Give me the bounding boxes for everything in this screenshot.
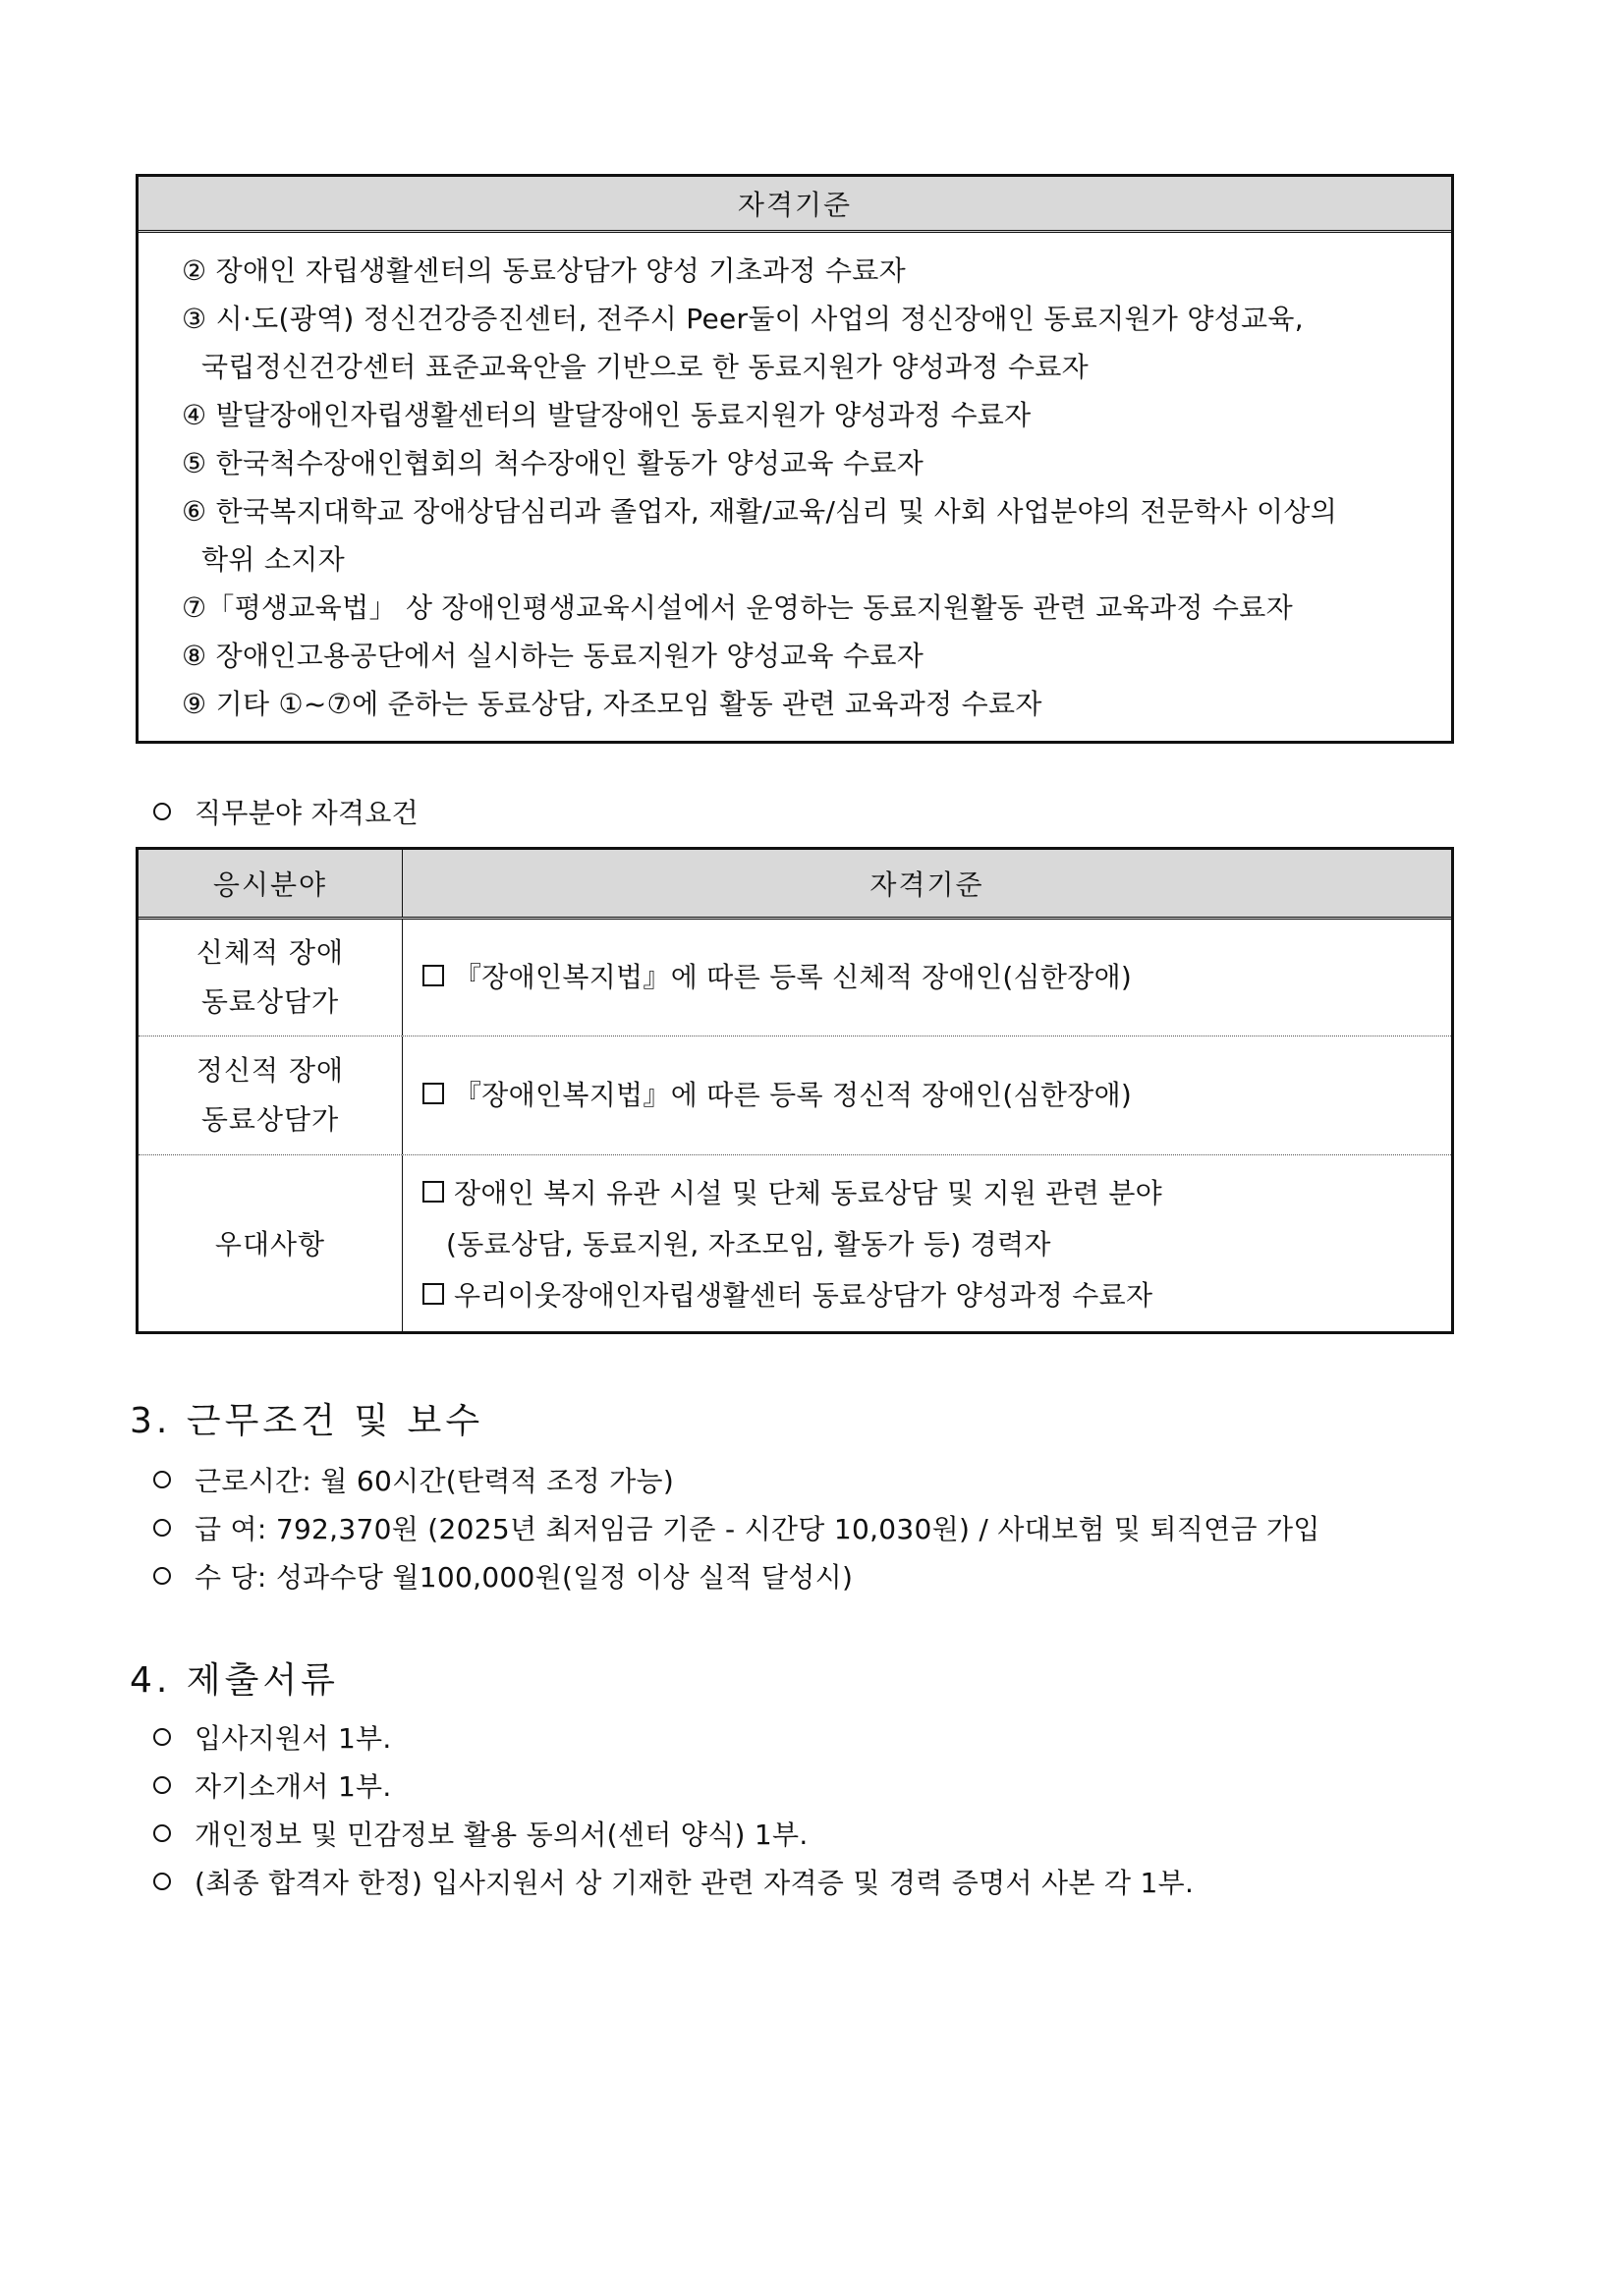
table-row bbox=[139, 920, 1451, 1036]
checkbox-icon bbox=[422, 965, 444, 986]
label-text: 직무분야 자격요건 bbox=[195, 797, 419, 829]
col-header-criteria: 자격기준 bbox=[869, 868, 984, 901]
item-text: 급 여: 792,370원 (2025년 최저임금 기준 - 시간당 10,030원) / 사대보험 및 퇴직연금 가입 bbox=[195, 1513, 1320, 1545]
criteria-line: ⑧ 장애인고용공단에서 실시하는 동료지원가 양성교육 수료자 bbox=[182, 640, 924, 672]
criteria-line: ③ 시·도(광역) 정신건강증진센터, 전주시 Peer둘이 사업의 정신장애인 동료지원가 양성교육, bbox=[182, 303, 1304, 335]
criteria-line: 학위 소지자 bbox=[201, 543, 345, 576]
criteria-text: 장애인 복지 유관 시설 및 단체 동료상담 및 지원 관련 분야 bbox=[454, 1176, 1163, 1209]
item-text: 수 당: 성과수당 월100,000원(일정 이상 실적 달성시) bbox=[195, 1561, 854, 1594]
item-text: 입사지원서 1부. bbox=[195, 1722, 392, 1755]
circle-bullet-icon bbox=[153, 1873, 171, 1890]
criteria-line: ⑥ 한국복지대학교 장애상담심리과 졸업자, 재활/교육/심리 및 사회 사업분야의 전문학사 이상의 bbox=[182, 495, 1338, 528]
list-item bbox=[153, 1508, 1320, 1547]
circle-bullet-icon bbox=[153, 1519, 171, 1537]
circle-bullet-icon bbox=[153, 1824, 171, 1842]
criteria-line: 국립정신건강센터 표준교육안을 기반으로 한 동료지원가 양성과정 수료자 bbox=[201, 351, 1089, 383]
criteria-cell bbox=[403, 1036, 1451, 1154]
table-header-row bbox=[139, 850, 1451, 920]
table-row bbox=[139, 1155, 1451, 1333]
checkbox-icon bbox=[422, 1181, 444, 1203]
list-item bbox=[153, 1765, 392, 1805]
item-text: 개인정보 및 민감정보 활용 동의서(센터 양식) 1부. bbox=[195, 1819, 809, 1851]
criteria-text: 우리이웃장애인자립생활센터 동료상담가 양성과정 수료자 bbox=[454, 1278, 1153, 1312]
circle-bullet-icon bbox=[153, 1728, 171, 1746]
criteria-line: ② 장애인 자립생활센터의 동료상담가 양성 기초과정 수료자 bbox=[182, 254, 906, 287]
criteria-line: ⑨ 기타 ①~⑦에 준하는 동료상담, 자조모임 활동 관련 교육과정 수료자 bbox=[182, 688, 1042, 720]
qualification-table bbox=[136, 174, 1454, 744]
criteria-text: (동료상담, 동료지원, 자조모임, 활동가 등) 경력자 bbox=[446, 1227, 1051, 1260]
field-cell bbox=[139, 1155, 403, 1333]
col-header-field: 응시분야 bbox=[139, 850, 403, 917]
field-text: 정신적 장애 bbox=[196, 1054, 345, 1087]
table-body bbox=[139, 233, 1451, 728]
list-item bbox=[153, 1814, 809, 1853]
circle-bullet-icon bbox=[153, 1567, 171, 1585]
section-title: 3. 근무조건 및 보수 bbox=[130, 1401, 484, 1441]
field-text: 우대사항 bbox=[214, 1227, 326, 1260]
list-item bbox=[153, 1556, 853, 1596]
section-title: 4. 제출서류 bbox=[130, 1660, 339, 1701]
criteria-text: 『장애인복지법』에 따른 등록 정신적 장애인(심한장애) bbox=[454, 1079, 1133, 1111]
criteria-line: ⑦「평생교육법」 상 장애인평생교육시설에서 운영하는 동료지원활동 관련 교육과정 수료자 bbox=[182, 591, 1293, 624]
table-row bbox=[139, 1036, 1451, 1155]
circle-bullet-icon bbox=[153, 803, 171, 820]
field-text: 신체적 장애 bbox=[196, 936, 345, 969]
list-item bbox=[153, 1460, 674, 1499]
table-header: 자격기준 bbox=[139, 177, 1451, 233]
field-text: 동료상담가 bbox=[200, 985, 340, 1018]
criteria-cell bbox=[403, 1155, 1451, 1333]
job-requirements-table bbox=[136, 847, 1454, 1334]
field-cell bbox=[139, 920, 403, 1036]
circle-bullet-icon bbox=[153, 1471, 171, 1488]
criteria-line: ④ 발달장애인자립생활센터의 발달장애인 동료지원가 양성과정 수료자 bbox=[182, 399, 1032, 431]
field-cell bbox=[139, 1036, 403, 1154]
list-item bbox=[153, 1717, 392, 1757]
criteria-cell bbox=[403, 920, 1451, 1036]
circle-bullet-icon bbox=[153, 1776, 171, 1794]
criteria-text: 『장애인복지법』에 따른 등록 신체적 장애인(심한장애) bbox=[454, 961, 1133, 993]
field-text: 동료상담가 bbox=[200, 1103, 340, 1136]
item-text: 근로시간: 월 60시간(탄력적 조정 가능) bbox=[195, 1465, 675, 1497]
checkbox-icon bbox=[422, 1283, 444, 1305]
item-text: 자기소개서 1부. bbox=[195, 1770, 392, 1803]
job-requirements-label bbox=[153, 792, 419, 831]
checkbox-icon bbox=[422, 1083, 444, 1104]
criteria-line: ⑤ 한국척수장애인협회의 척수장애인 활동가 양성교육 수료자 bbox=[182, 447, 924, 479]
item-text: (최종 합격자 한정) 입사지원서 상 기재한 관련 자격증 및 경력 증명서 사본 각 1부. bbox=[195, 1867, 1195, 1899]
list-item bbox=[153, 1862, 1194, 1901]
